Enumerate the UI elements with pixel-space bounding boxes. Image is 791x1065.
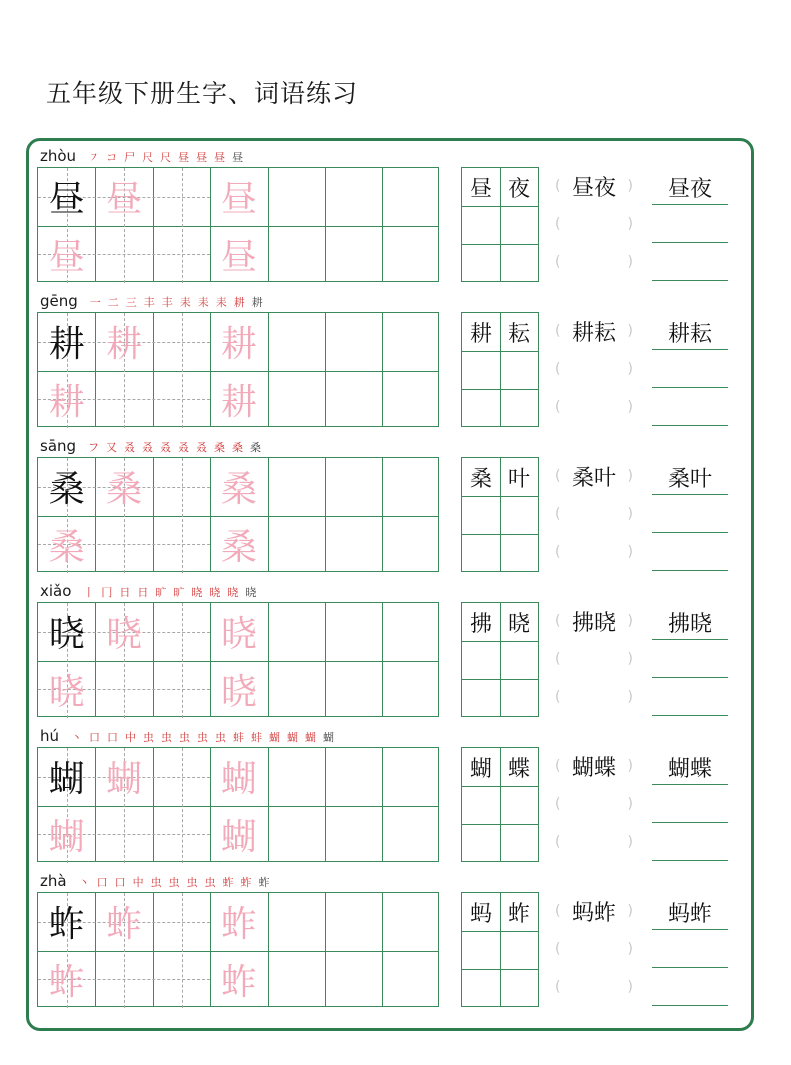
paren-open: ( — [555, 361, 561, 377]
grid-line — [462, 641, 538, 642]
stroke-step: 蚌 — [251, 731, 263, 744]
lined-word: 桑叶 — [667, 467, 712, 492]
trace-character-glyph: 蝴 — [106, 759, 143, 801]
paren-open: ( — [555, 399, 561, 415]
stroke-step: 旷 — [173, 586, 185, 599]
paren-close: ) — [627, 323, 633, 339]
lined-word: 蚂蚱 — [667, 902, 712, 927]
word-grid — [461, 167, 539, 282]
grid-line — [153, 893, 154, 1006]
trace-character — [210, 371, 267, 429]
lined-blank[interactable] — [652, 930, 728, 968]
stroke-step: 晓 — [227, 586, 239, 599]
trace-character — [210, 168, 267, 226]
stroke-step: 口 — [107, 731, 119, 744]
stroke-step: ㇇ — [88, 151, 100, 164]
model-character — [38, 313, 95, 371]
paren-close: ) — [627, 468, 633, 484]
dashed-guide — [182, 313, 183, 428]
model-character-glyph: 桑 — [48, 469, 85, 511]
grid-line — [268, 603, 269, 716]
trace-character — [210, 748, 267, 806]
paren-blank[interactable] — [555, 388, 633, 426]
paren-open: ( — [555, 758, 561, 774]
paren-blank[interactable] — [555, 968, 633, 1006]
grid-line — [325, 748, 326, 861]
stroke-step: 蝴 — [287, 731, 299, 744]
writing-grid — [37, 457, 439, 572]
stroke-step: 叒 — [124, 441, 136, 454]
stroke-step: コ — [106, 151, 118, 164]
writing-grid — [37, 602, 439, 717]
grid-line — [462, 931, 538, 932]
stroke-step: 蚌 — [233, 731, 245, 744]
paren-word-filled — [555, 602, 633, 640]
paren-blank[interactable] — [555, 243, 633, 281]
stroke-step: 虫 — [186, 876, 198, 889]
trace-character — [210, 806, 267, 864]
paren-word-filled — [555, 892, 633, 930]
lined-blank[interactable] — [652, 533, 728, 571]
dashed-guide — [182, 748, 183, 863]
stroke-step: 丨 — [83, 586, 95, 599]
paren-close: ) — [627, 941, 633, 957]
lined-word-filled — [652, 457, 728, 495]
trace-character — [210, 603, 267, 661]
paren-open: ( — [555, 323, 561, 339]
stroke-step: 丶 — [78, 876, 90, 889]
lined-blank[interactable] — [652, 495, 728, 533]
model-character — [38, 893, 95, 951]
grid-line — [325, 168, 326, 281]
grid-line — [382, 748, 383, 861]
stroke-step: 口 — [96, 876, 108, 889]
trace-character-glyph: 蝴 — [220, 816, 257, 858]
grid-line — [153, 603, 154, 716]
grid-line — [462, 206, 538, 207]
paren-open: ( — [555, 651, 561, 667]
trace-character-glyph: 晓 — [48, 671, 85, 713]
trace-character — [38, 516, 95, 574]
writing-grid — [37, 892, 439, 1007]
stroke-step: 桑 — [214, 441, 226, 454]
paren-blank[interactable] — [555, 495, 633, 533]
grid-line — [325, 893, 326, 1006]
stroke-order-line — [40, 145, 250, 165]
trace-character-glyph: 桑 — [220, 469, 257, 511]
paren-close: ) — [627, 613, 633, 629]
paren-open: ( — [555, 544, 561, 560]
dashed-guide — [182, 893, 183, 1008]
grid-line — [462, 496, 538, 497]
trace-character-glyph: 昼 — [106, 179, 143, 221]
word-grid — [461, 747, 539, 862]
stroke-step: 虫 — [215, 731, 227, 744]
stroke-step: 昼 — [214, 151, 226, 164]
model-character-glyph: 昼 — [48, 179, 85, 221]
grid-line — [153, 313, 154, 426]
lined-blank[interactable] — [652, 243, 728, 281]
grid-line — [268, 893, 269, 1006]
grid-line — [462, 969, 538, 970]
stroke-step: 冂 — [101, 586, 113, 599]
trace-character — [38, 661, 95, 719]
trace-character — [38, 371, 95, 429]
stroke-step: 昼 — [178, 151, 190, 164]
character-section — [37, 872, 757, 1037]
trace-character-glyph: 昼 — [48, 236, 85, 278]
pinyin-label: gēng — [40, 292, 78, 310]
stroke-step: 虫 — [143, 731, 155, 744]
paren-open: ( — [555, 216, 561, 232]
pinyin-label: sāng — [40, 437, 77, 455]
word-character: 叶 — [507, 466, 530, 492]
trace-character-glyph: 晓 — [106, 614, 143, 656]
paren-close: ) — [627, 758, 633, 774]
stroke-step: 耒 — [179, 296, 191, 309]
trace-character — [38, 951, 95, 1009]
stroke-step: 丰 — [161, 296, 173, 309]
stroke-step: 虫 — [150, 876, 162, 889]
word-character: 蚱 — [507, 901, 530, 927]
stroke-order-line — [40, 870, 277, 890]
word-character: 桑 — [469, 466, 492, 492]
stroke-step: 虫 — [168, 876, 180, 889]
stroke-step: 叒 — [160, 441, 172, 454]
word-grid — [461, 602, 539, 717]
paren-word-filled — [555, 457, 633, 495]
trace-character-glyph: 耕 — [106, 324, 143, 366]
trace-character-glyph: 蚱 — [220, 904, 257, 946]
trace-character-glyph: 耕 — [220, 381, 257, 423]
word-character: 昼 — [469, 176, 492, 202]
paren-close: ) — [627, 216, 633, 232]
grid-line — [462, 534, 538, 535]
lined-blank[interactable] — [652, 350, 728, 388]
paren-word: 拂晓 — [571, 610, 616, 636]
lined-blank[interactable] — [652, 388, 728, 426]
pinyin-label: zhà — [40, 872, 67, 890]
paren-close: ) — [627, 903, 633, 919]
stroke-order-line — [40, 725, 341, 745]
grid-line — [325, 603, 326, 716]
stroke-step: 旷 — [155, 586, 167, 599]
lined-blank[interactable] — [652, 205, 728, 243]
pinyin-label: hú — [40, 727, 60, 745]
model-character-glyph: 耕 — [48, 324, 85, 366]
stroke-step: 日 — [137, 586, 149, 599]
stroke-step: 耒 — [215, 296, 227, 309]
stroke-step: 虫 — [179, 731, 191, 744]
paren-blank[interactable] — [555, 678, 633, 716]
trace-character — [95, 168, 152, 226]
paren-open: ( — [555, 468, 561, 484]
model-character — [38, 603, 95, 661]
stroke-step: 中 — [125, 731, 137, 744]
paren-word: 耕耘 — [571, 320, 616, 346]
paren-open: ( — [555, 903, 561, 919]
stroke-step: 蝴 — [305, 731, 317, 744]
lined-word-filled — [652, 892, 728, 930]
paren-word: 蚂蚱 — [571, 900, 616, 926]
trace-character — [210, 458, 267, 516]
stroke-step: 中 — [132, 876, 144, 889]
trace-character-glyph: 耕 — [48, 381, 85, 423]
word-character: 晓 — [507, 611, 530, 637]
dashed-guide — [182, 458, 183, 573]
trace-character — [95, 893, 152, 951]
writing-grid — [37, 747, 439, 862]
paren-word-filled — [555, 312, 633, 350]
paren-close: ) — [627, 979, 633, 995]
grid-line — [462, 351, 538, 352]
trace-character — [210, 951, 267, 1009]
paren-close: ) — [627, 254, 633, 270]
trace-character-glyph: 昼 — [220, 179, 257, 221]
grid-line — [153, 458, 154, 571]
trace-character — [95, 313, 152, 371]
page-title: 五年级下册生字、词语练习 — [46, 79, 359, 108]
lined-word: 蝴蝶 — [667, 757, 712, 782]
paren-open: ( — [555, 689, 561, 705]
trace-character-glyph: 蝴 — [48, 816, 85, 858]
model-character — [38, 748, 95, 806]
trace-character — [38, 226, 95, 284]
paren-open: ( — [555, 178, 561, 194]
model-character-glyph: 蝴 — [48, 759, 85, 801]
paren-blank[interactable] — [555, 350, 633, 388]
trace-character-glyph: 蚱 — [220, 961, 257, 1003]
grid-line — [382, 168, 383, 281]
paren-open: ( — [555, 796, 561, 812]
trace-character — [210, 313, 267, 371]
grid-line — [462, 679, 538, 680]
stroke-step: 昼 — [232, 151, 244, 164]
grid-line — [462, 244, 538, 245]
stroke-order-line — [40, 580, 263, 600]
stroke-step: 蚱 — [258, 876, 270, 889]
grid-line — [153, 748, 154, 861]
paren-blank[interactable] — [555, 930, 633, 968]
grid-line — [462, 824, 538, 825]
model-character — [38, 168, 95, 226]
stroke-step: 又 — [106, 441, 118, 454]
dashed-guide — [182, 603, 183, 718]
grid-line — [462, 786, 538, 787]
model-character-glyph: 晓 — [48, 614, 85, 656]
trace-character-glyph: 晓 — [220, 671, 257, 713]
trace-character-glyph: 桑 — [106, 469, 143, 511]
trace-character — [95, 603, 152, 661]
pinyin-label: xiǎo — [40, 582, 72, 600]
paren-word-filled — [555, 167, 633, 205]
stroke-step: 蝴 — [323, 731, 335, 744]
word-character: 蚂 — [469, 901, 492, 927]
stroke-step: 虫 — [161, 731, 173, 744]
stroke-step: 晓 — [209, 586, 221, 599]
paren-open: ( — [555, 506, 561, 522]
trace-character-glyph: 桑 — [48, 526, 85, 568]
paren-blank[interactable] — [555, 785, 633, 823]
paren-word-filled — [555, 747, 633, 785]
word-grid — [461, 892, 539, 1007]
trace-character — [210, 226, 267, 284]
dashed-guide — [182, 168, 183, 283]
grid-line — [153, 168, 154, 281]
paren-close: ) — [627, 651, 633, 667]
trace-character-glyph: 蚱 — [48, 961, 85, 1003]
model-character-glyph: 蚱 — [48, 904, 85, 946]
grid-line — [382, 893, 383, 1006]
paren-blank[interactable] — [555, 205, 633, 243]
writing-grid — [37, 312, 439, 427]
stroke-step: 尺 — [160, 151, 172, 164]
paren-word: 桑叶 — [571, 465, 616, 491]
grid-line — [268, 168, 269, 281]
lined-blank[interactable] — [652, 640, 728, 678]
model-character — [38, 458, 95, 516]
stroke-step: 耒 — [197, 296, 209, 309]
stroke-step: 尸 — [124, 151, 136, 164]
stroke-step: 丶 — [71, 731, 83, 744]
word-character: 耕 — [469, 321, 492, 347]
stroke-step: 昼 — [196, 151, 208, 164]
lined-blank[interactable] — [652, 823, 728, 861]
paren-close: ) — [627, 178, 633, 194]
paren-close: ) — [627, 796, 633, 812]
stroke-step: 三 — [125, 296, 137, 309]
lined-word-filled — [652, 747, 728, 785]
word-grid — [461, 312, 539, 427]
lined-word: 昼夜 — [667, 177, 712, 202]
stroke-step: 叒 — [142, 441, 154, 454]
stroke-order-line — [40, 290, 270, 310]
grid-line — [325, 458, 326, 571]
stroke-step: フ — [88, 441, 100, 454]
trace-character-glyph: 蝴 — [220, 759, 257, 801]
stroke-step: 蝴 — [269, 731, 281, 744]
paren-open: ( — [555, 979, 561, 995]
trace-character — [95, 458, 152, 516]
trace-character — [210, 893, 267, 951]
stroke-step: 蚱 — [222, 876, 234, 889]
word-character: 耘 — [507, 321, 530, 347]
lined-word: 拂晓 — [667, 612, 712, 637]
paren-close: ) — [627, 544, 633, 560]
paren-close: ) — [627, 399, 633, 415]
stroke-step: 日 — [119, 586, 131, 599]
stroke-step: 一 — [89, 296, 101, 309]
lined-blank[interactable] — [652, 968, 728, 1006]
grid-line — [268, 458, 269, 571]
trace-character — [210, 516, 267, 574]
stroke-step: 虫 — [197, 731, 209, 744]
paren-open: ( — [555, 834, 561, 850]
grid-line — [462, 389, 538, 390]
stroke-step: 耕 — [251, 296, 263, 309]
paren-blank[interactable] — [555, 640, 633, 678]
paren-blank[interactable] — [555, 533, 633, 571]
stroke-step: 虫 — [204, 876, 216, 889]
paren-open: ( — [555, 613, 561, 629]
paren-close: ) — [627, 361, 633, 377]
trace-character-glyph: 耕 — [220, 324, 257, 366]
stroke-step: 蚱 — [240, 876, 252, 889]
word-grid — [461, 457, 539, 572]
trace-character-glyph: 蚱 — [106, 904, 143, 946]
word-character: 夜 — [507, 176, 530, 202]
word-character: 拂 — [469, 611, 492, 637]
lined-word-filled — [652, 312, 728, 350]
paren-open: ( — [555, 941, 561, 957]
lined-word: 耕耘 — [667, 322, 712, 347]
grid-line — [325, 313, 326, 426]
grid-line — [382, 458, 383, 571]
stroke-step: 丰 — [143, 296, 155, 309]
stroke-step: 桑 — [250, 441, 262, 454]
grid-line — [382, 313, 383, 426]
trace-character — [38, 806, 95, 864]
stroke-step: 尺 — [142, 151, 154, 164]
grid-line — [382, 603, 383, 716]
grid-line — [268, 313, 269, 426]
stroke-step: 口 — [114, 876, 126, 889]
stroke-step: 叒 — [178, 441, 190, 454]
stroke-step: 桑 — [232, 441, 244, 454]
trace-character-glyph: 昼 — [220, 236, 257, 278]
lined-blank[interactable] — [652, 785, 728, 823]
stroke-order-line — [40, 435, 268, 455]
paren-blank[interactable] — [555, 823, 633, 861]
paren-close: ) — [627, 834, 633, 850]
trace-character — [95, 748, 152, 806]
writing-grid — [37, 167, 439, 282]
grid-line — [268, 748, 269, 861]
stroke-step: 耕 — [233, 296, 245, 309]
trace-character — [210, 661, 267, 719]
stroke-step: 晓 — [245, 586, 257, 599]
paren-close: ) — [627, 506, 633, 522]
word-character: 蝴 — [469, 756, 492, 782]
pinyin-label: zhòu — [40, 147, 77, 165]
lined-word-filled — [652, 602, 728, 640]
paren-word: 蝴蝶 — [571, 755, 616, 781]
word-character: 蝶 — [507, 756, 530, 782]
stroke-step: 口 — [89, 731, 101, 744]
paren-word: 昼夜 — [571, 175, 616, 201]
lined-blank[interactable] — [652, 678, 728, 716]
trace-character-glyph: 晓 — [220, 614, 257, 656]
stroke-step: 二 — [107, 296, 119, 309]
paren-close: ) — [627, 689, 633, 705]
trace-character-glyph: 桑 — [220, 526, 257, 568]
paren-open: ( — [555, 254, 561, 270]
stroke-step: 晓 — [191, 586, 203, 599]
stroke-step: 叒 — [196, 441, 208, 454]
lined-word-filled — [652, 167, 728, 205]
